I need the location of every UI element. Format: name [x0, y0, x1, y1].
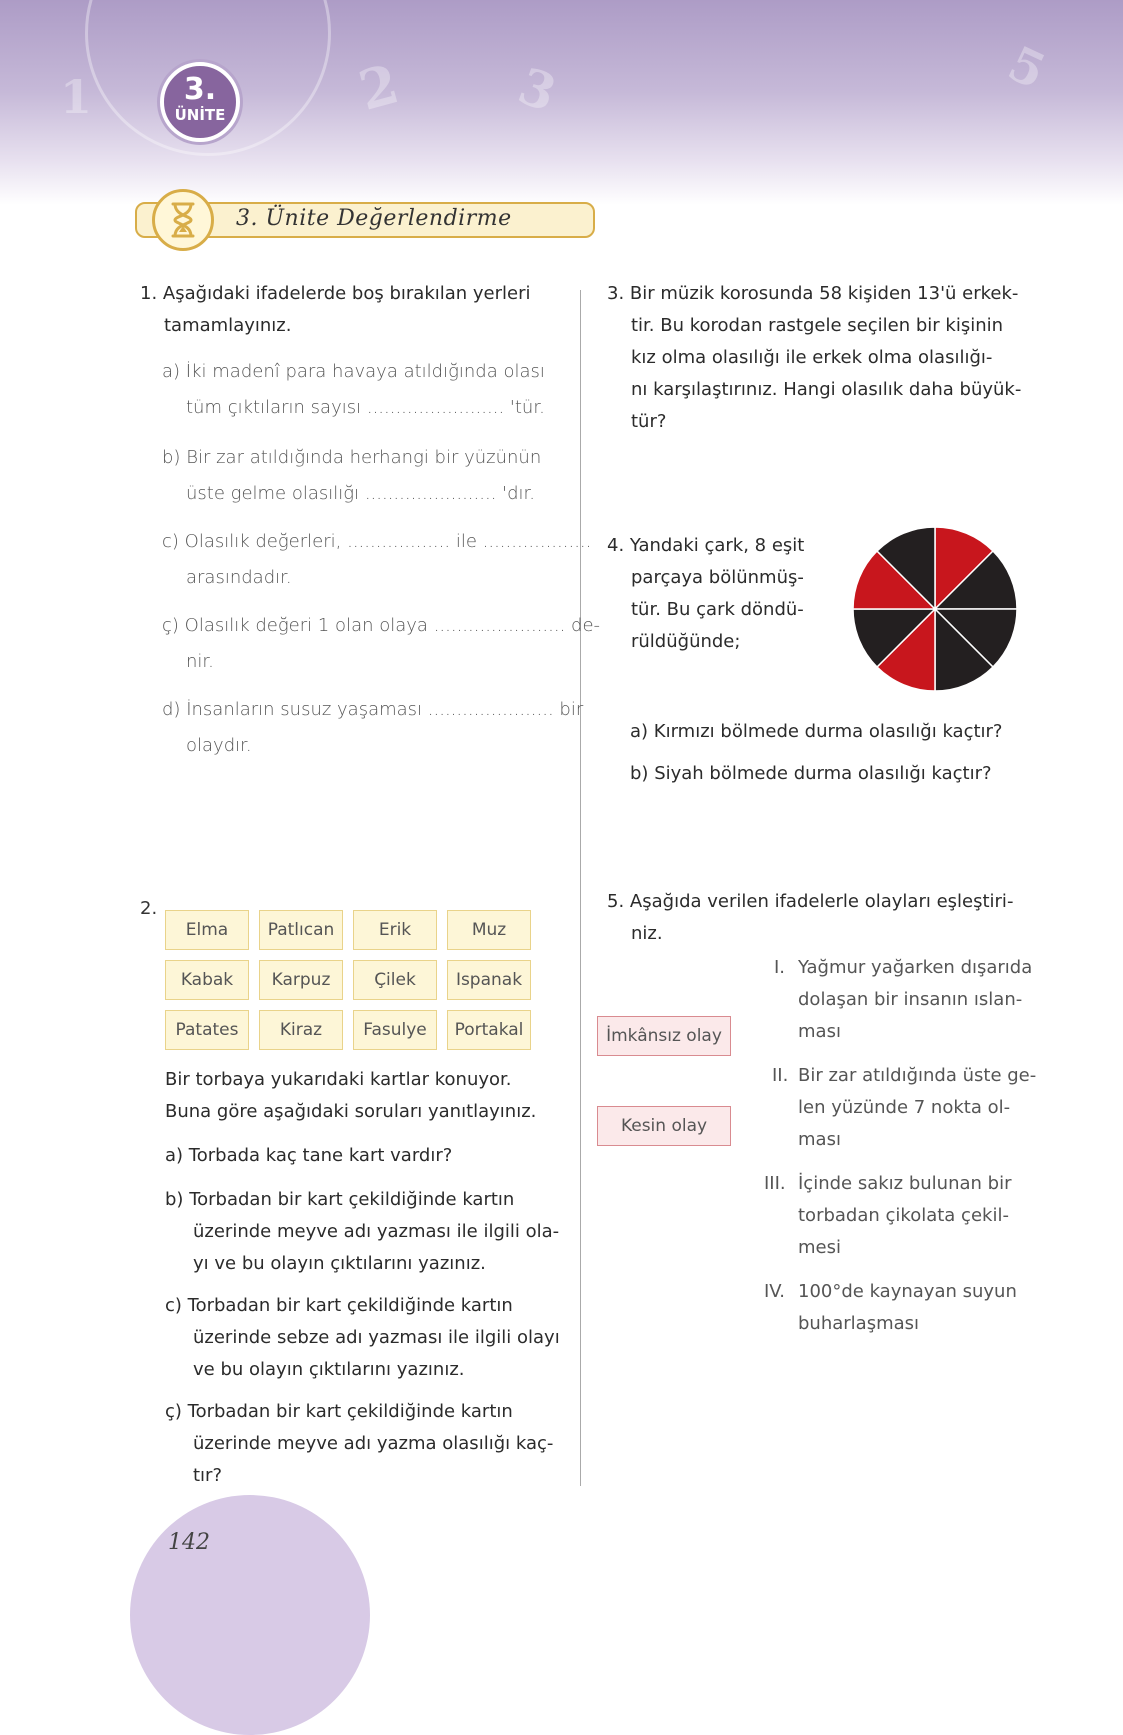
item-text: Siyah bölmede durma olasılığı kaçtır?	[654, 763, 992, 784]
item-label: a)	[630, 721, 649, 742]
card: Patlıcan	[259, 910, 343, 950]
item-text: Torbada kaç tane kart vardır?	[188, 1145, 453, 1166]
roman-numeral: III.	[764, 1173, 786, 1194]
item-text: Torbadan bir kart çekildiğinde kartın	[187, 1295, 513, 1316]
blank-line: ...................	[482, 531, 592, 552]
card: Karpuz	[259, 960, 343, 1000]
page-title: 3. Ünite Değerlendirme	[236, 206, 512, 231]
item-text: ve bu olayın çıktılarını yazınız.	[193, 1359, 465, 1380]
card: Kabak	[165, 960, 249, 1000]
item-text: Torbadan bir kart çekildiğinde kartın	[187, 1401, 513, 1422]
card: Patates	[165, 1010, 249, 1050]
card: Fasulye	[353, 1010, 437, 1050]
item-text: Bir zar atıldığında herhangi bir yüzünün	[186, 447, 542, 468]
item-label: b)	[165, 1189, 184, 1210]
statement-text: ması	[798, 1021, 841, 1042]
event-box-certain: Kesin olay	[597, 1106, 731, 1146]
question-prompt: tamamlayınız.	[164, 315, 292, 336]
event-box-impossible: İmkânsız olay	[597, 1016, 731, 1056]
blank-line: .......................	[364, 483, 497, 504]
item-label: c)	[165, 1295, 182, 1316]
card: Portakal	[447, 1010, 531, 1050]
item-text: olaydır.	[186, 735, 252, 756]
q1-item-cc	[162, 608, 600, 680]
statement-text: İçinde sakız bulunan bir	[798, 1173, 1012, 1194]
question-text: kız olma olasılığı ile erkek olma olasılığı-	[631, 347, 993, 368]
q2-item-b	[165, 1184, 559, 1280]
blank-line: ......................	[427, 699, 554, 720]
item-text: tır?	[193, 1465, 223, 1486]
question-number: 4.	[607, 535, 625, 556]
statement-text: ması	[798, 1129, 841, 1150]
hourglass-icon	[152, 189, 214, 251]
question-prompt: Aşağıdaki ifadelerde boş bırakılan yerleri	[162, 283, 531, 304]
decorative-digit: 1	[60, 70, 93, 124]
unit-badge	[160, 62, 240, 142]
card: Elma	[165, 910, 249, 950]
item-text: İnsanların susuz yaşaması	[186, 699, 423, 720]
q4-item-b	[630, 758, 992, 790]
card: Kiraz	[259, 1010, 343, 1050]
question-text: Bir müzik korosunda 58 kişiden 13'ü erkek-	[629, 283, 1019, 304]
intro-text: Buna göre aşağıdaki soruları yanıtlayınız.	[165, 1101, 537, 1122]
question-number: 5.	[607, 891, 625, 912]
question-prompt: Aşağıda verilen ifadelerle olayları eşleştiri-	[629, 891, 1014, 912]
item-text: üzerinde meyve adı yazması ile ilgili ola-	[193, 1221, 560, 1242]
item-text: arasındadır.	[186, 567, 292, 588]
q1-item-d	[162, 692, 583, 764]
page-number-badge	[130, 1495, 370, 1735]
roman-numeral: I.	[774, 957, 786, 978]
item-label: b)	[630, 763, 649, 784]
spinner-wheel	[850, 524, 1020, 694]
q4-item-a	[630, 716, 1003, 748]
card: Erik	[353, 910, 437, 950]
statement-text: mesi	[798, 1237, 841, 1258]
question-text: tür. Bu çark döndü-	[631, 599, 804, 620]
q2-intro	[165, 1064, 536, 1128]
item-text: bir	[559, 699, 584, 720]
statement-text: len yüzünde 7 nokta ol-	[798, 1097, 1011, 1118]
question-text: tir. Bu korodan rastgele seçilen bir kişinin	[631, 315, 1004, 336]
unit-label: ÜNİTE	[174, 106, 226, 124]
card: Çilek	[353, 960, 437, 1000]
item-label: b)	[162, 447, 181, 468]
item-text: Kırmızı bölmede durma olasılığı kaçtır?	[653, 721, 1003, 742]
statement-text: torbadan çikolata çekil-	[798, 1205, 1009, 1226]
blank-line: ........................	[366, 397, 505, 418]
item-text: 'tür.	[509, 397, 545, 418]
statement-text: Yağmur yağarken dışarıda	[798, 957, 1033, 978]
item-label: a)	[165, 1145, 184, 1166]
intro-text: Bir torbaya yukarıdaki kartlar konuyor.	[165, 1069, 512, 1090]
item-text: Olasılık değerleri,	[184, 531, 342, 552]
question-4	[607, 530, 804, 658]
item-text: İki madenî para havaya atıldığında olası	[185, 361, 545, 382]
item-text: de-	[571, 615, 601, 636]
question-5	[607, 886, 1013, 950]
item-text: üzerinde meyve adı yazma olasılığı kaç-	[193, 1433, 554, 1454]
question-prompt: niz.	[631, 923, 663, 944]
item-text: Torbadan bir kart çekildiğinde kartın	[189, 1189, 515, 1210]
item-text: tüm çıktıların sayısı	[186, 397, 362, 418]
item-label: c)	[162, 531, 179, 552]
item-text: 'dır.	[502, 483, 536, 504]
question-number: 1.	[140, 283, 158, 304]
question-number: 3.	[607, 283, 625, 304]
statement-text: buharlaşması	[798, 1313, 920, 1334]
question-text: rüldüğünde;	[631, 631, 741, 652]
item-label: a)	[162, 361, 181, 382]
item-text: Olasılık değeri 1 olan olaya	[184, 615, 428, 636]
question-text: nı karşılaştırınız. Hangi olasılık daha büyük-	[631, 379, 1022, 400]
roman-numeral: IV.	[764, 1281, 786, 1302]
statement-text: dolaşan bir insanın ıslan-	[798, 989, 1023, 1010]
item-text: üzerinde sebze adı yazması ile ilgili olayı	[193, 1327, 560, 1348]
item-text: ile	[455, 531, 477, 552]
question-3	[607, 278, 1021, 438]
decorative-digit: 5	[999, 35, 1054, 101]
q1-item-a	[162, 354, 545, 426]
item-text: yı ve bu olayın çıktılarını yazınız.	[193, 1253, 486, 1274]
decorative-digit: 2	[352, 51, 406, 123]
item-text: nir.	[186, 651, 214, 672]
q1-item-c	[162, 524, 591, 596]
decorative-digit: 3	[510, 55, 564, 124]
question-text: tür?	[631, 411, 667, 432]
column-divider	[580, 290, 581, 1486]
roman-numeral: II.	[772, 1065, 789, 1086]
question-text: parçaya bölünmüş-	[631, 567, 804, 588]
item-label: ç)	[162, 615, 179, 636]
q1-item-b	[162, 440, 541, 512]
item-label: d)	[162, 699, 181, 720]
q2-item-c	[165, 1290, 560, 1386]
unit-number: 3.	[183, 72, 217, 107]
statement-text: 100°de kaynayan suyun	[798, 1281, 1017, 1302]
question-text: Yandaki çark, 8 eşit	[629, 535, 805, 556]
card: Ispanak	[447, 960, 531, 1000]
question-1	[140, 278, 531, 342]
question-number: 2.	[140, 898, 158, 919]
page-number: 142	[168, 1530, 210, 1555]
card: Muz	[447, 910, 531, 950]
blank-line: .......................	[433, 615, 566, 636]
blank-line: ..................	[347, 531, 451, 552]
item-text: üste gelme olasılığı	[186, 483, 360, 504]
q2-item-a	[165, 1140, 452, 1172]
item-label: ç)	[165, 1401, 182, 1422]
q2-item-cc	[165, 1396, 553, 1492]
statement-text: Bir zar atıldığında üste ge-	[798, 1065, 1037, 1086]
